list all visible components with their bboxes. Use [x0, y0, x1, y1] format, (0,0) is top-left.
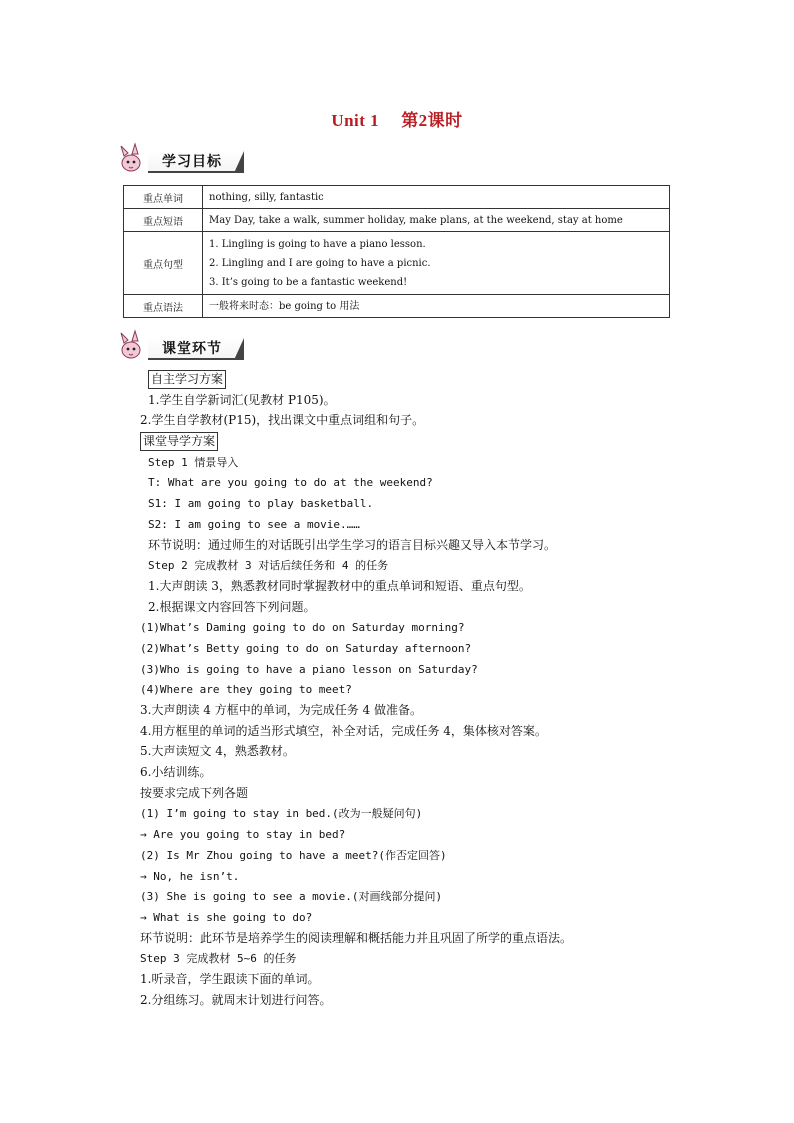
text-line — [140, 555, 700, 576]
goals-row-key: 重点单词 — [124, 186, 203, 209]
line-text: 2.分组练习。就周末计划进行问答。 — [140, 992, 332, 1007]
goals-row-key: 重点语法 — [124, 295, 203, 318]
goals-row — [124, 209, 670, 232]
text-line — [140, 617, 700, 638]
class-banner-label: 课堂环节 — [148, 338, 244, 360]
mascot-icon — [118, 142, 152, 176]
text-line — [140, 535, 700, 556]
goals-line: May Day, take a walk, summer holiday, make plans, at the weekend, stay at home — [209, 214, 623, 226]
goals-line: 3. It’s going to be a fantastic weekend! — [209, 276, 408, 288]
class-banner — [118, 335, 244, 363]
text-line — [140, 907, 700, 928]
line-text: (1)What’s Daming going to do on Saturday morning? — [140, 621, 465, 635]
goals-row — [124, 186, 670, 209]
text-line — [140, 741, 700, 762]
goals-row-value — [203, 186, 670, 209]
line-text: (4)Where are they going to meet? — [140, 683, 352, 697]
goals-table — [123, 185, 670, 318]
text-line — [140, 597, 700, 618]
line-text: 自主学习方案 — [148, 370, 226, 389]
text-line — [140, 700, 700, 721]
text-line — [140, 638, 700, 659]
line-text: 6.小结训练。 — [140, 765, 212, 780]
goals-row-key: 重点短语 — [124, 209, 203, 232]
mascot-icon — [118, 329, 152, 363]
line-text: S1: I am going to play basketball. — [148, 497, 374, 511]
line-text: 环节说明：通过师生的对话既引出学生学习的语言目标兴趣又导入本节学习。 — [148, 537, 557, 552]
text-line — [140, 990, 700, 1011]
line-text: 按要求完成下列各题 — [140, 785, 249, 800]
text-line — [140, 721, 700, 742]
text-line — [140, 410, 700, 431]
text-line — [140, 928, 700, 949]
line-text: 3.大声朗读 4 方框中的单词，为完成任务 4 做准备。 — [140, 703, 422, 717]
goals-banner-label: 学习目标 — [148, 151, 244, 173]
goals-line: 2. Lingling and I are going to have a picnic. — [209, 257, 431, 269]
text-line — [140, 948, 700, 969]
line-text: → What is she going to do? — [140, 910, 313, 924]
text-line — [140, 576, 700, 597]
line-text: Step 3 完成教材 5~6 的任务 — [140, 952, 297, 966]
line-text: (2) Is Mr Zhou going to have a meet?(作否定回答) — [140, 848, 447, 862]
text-line — [140, 866, 700, 887]
line-text: 1.大声朗读 3，熟悉教材同时掌握教材中的重点单词和短语、重点句型。 — [148, 578, 531, 593]
text-line — [140, 390, 700, 411]
goals-row — [124, 232, 670, 295]
line-text: Step 2 完成教材 3 对话后续任务和 4 的任务 — [148, 559, 389, 573]
line-text: (3) She is going to see a movie.(对画线部分提问) — [140, 890, 443, 904]
line-text: S2: I am going to see a movie.…… — [148, 517, 360, 531]
goals-row — [124, 295, 670, 318]
text-line — [140, 679, 700, 700]
text-line — [140, 762, 700, 783]
text-line — [140, 845, 700, 866]
unit-label: Unit 1 — [331, 111, 380, 130]
text-line — [140, 969, 700, 990]
lesson-label: 第2课时 — [401, 111, 463, 130]
goals-banner — [118, 148, 244, 176]
page-title — [0, 106, 794, 131]
text-line — [140, 803, 700, 824]
goals-row-value — [203, 232, 670, 295]
line-text: 1.听录音，学生跟读下面的单词。 — [140, 971, 320, 986]
goals-line: 1. Lingling is going to have a piano lesson. — [209, 238, 426, 250]
text-line — [140, 783, 700, 804]
line-text: (2)What’s Betty going to do on Saturday afternoon? — [140, 641, 472, 655]
text-line — [140, 659, 700, 680]
lesson-body — [140, 369, 700, 1010]
text-line — [140, 493, 700, 514]
line-text: 2.根据课文内容回答下列问题。 — [148, 599, 316, 614]
line-text: 4.用方框里的单词的适当形式填空，补全对话，完成任务 4，集体核对答案。 — [140, 723, 547, 738]
line-text: 5.大声读短文 4，熟悉教材。 — [140, 744, 295, 759]
line-text: T: What are you going to do at the weekend? — [148, 476, 433, 490]
text-line — [140, 514, 700, 535]
line-text: (3)Who is going to have a piano lesson on Saturday? — [140, 662, 478, 676]
line-text: Step 1 情景导入 — [148, 455, 239, 469]
line-text: 课堂导学方案 — [140, 432, 218, 451]
goals-row-key: 重点句型 — [124, 232, 203, 295]
text-line — [140, 824, 700, 845]
text-line — [140, 472, 700, 493]
section-heading — [140, 431, 700, 452]
line-text: → No, he isn’t. — [140, 869, 240, 883]
line-text: (1) I’m going to stay in bed.(改为一般疑问句) — [140, 807, 423, 821]
text-line — [140, 452, 700, 473]
line-text: → Are you going to stay in bed? — [140, 828, 346, 842]
goals-line: nothing, silly, fantastic — [209, 191, 324, 203]
line-text: 环节说明：此环节是培养学生的阅读理解和概括能力并且巩固了所学的重点语法。 — [140, 930, 573, 945]
line-text: 2.学生自学教材(P15)，找出课文中重点词组和句子。 — [140, 413, 425, 428]
goals-row-value — [203, 209, 670, 232]
line-text: 1.学生自学新词汇(见教材 P105)。 — [148, 392, 336, 407]
goals-row-value — [203, 295, 670, 318]
goals-line: 一般将来时态：be going to 用法 — [209, 300, 360, 312]
section-heading — [140, 369, 700, 390]
text-line — [140, 886, 700, 907]
